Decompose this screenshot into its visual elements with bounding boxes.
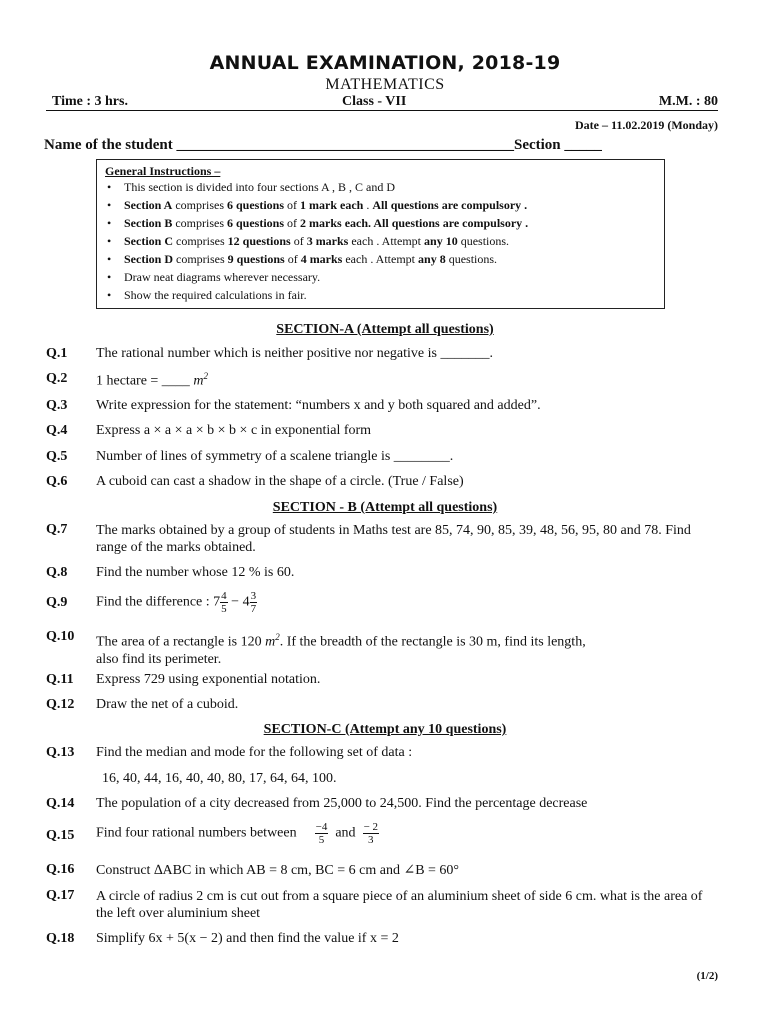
question-text: Express 729 using exponential notation. — [96, 672, 321, 687]
question-text: Number of lines of symmetry of a scalene triangle is ________. — [96, 449, 454, 464]
student-name-line: Name of the student _____________________________________________Section _____ — [44, 137, 602, 153]
question-number: Q.10 — [46, 629, 75, 644]
question-number: Q.9 — [46, 595, 68, 610]
question-number: Q.14 — [46, 796, 75, 811]
question-text: Simplify 6x + 5(x − 2) and then find the value if x = 2 — [96, 931, 399, 946]
general-instructions-box — [96, 159, 665, 309]
question-text: The population of a city decreased from 25,000 to 24,500. Find the percentage decrease — [96, 796, 588, 811]
question-number: Q.7 — [46, 522, 68, 537]
question-number: Q.17 — [46, 888, 75, 903]
question-text: Write expression for the statement: “numbers x and y both squared and added”. — [96, 398, 541, 413]
header-divider — [46, 110, 718, 111]
question-text: 1 hectare = ____ $m^2$ — [96, 371, 208, 389]
max-marks-label: M.M. : 80 — [658, 94, 718, 109]
question-text: Find the difference : 7 $\frac{4}{5}$ − 4 $\frac{3}{7}$ — [96, 590, 257, 615]
subject-title: MATHEMATICS — [325, 76, 445, 93]
instruction-item: • Show the required calculations in fair. — [105, 286, 656, 304]
question-number: Q.6 — [46, 474, 68, 489]
question-number: Q.2 — [46, 371, 68, 386]
question-text: Find the number whose 12 % is 60. — [96, 565, 295, 580]
instruction-item: • Section B comprises 6 questions of 2 marks each. All questions are compulsory . — [105, 214, 656, 232]
instruction-item: • Section C comprises 12 questions of 3 marks each . Attempt any 10 questions. — [105, 232, 656, 250]
question-text: A cuboid can cast a shadow in the shape of a circle. (True / False) — [96, 474, 464, 489]
question-text: Find four rational numbers between $\frac{-4}{5}$ and $\frac{- 2}{3}$ — [96, 821, 379, 846]
time-label: Time : 3 hrs. — [52, 94, 128, 109]
instruction-item: • Section D comprises 9 questions of 4 marks each . Attempt any 8 questions. — [105, 250, 656, 268]
question-number: Q.5 — [46, 449, 68, 464]
question-number: Q.11 — [46, 672, 74, 687]
question-text: Draw the net of a cuboid. — [96, 697, 239, 712]
section-c-heading: SECTION-C (Attempt any 10 questions) — [263, 722, 507, 737]
fraction: $\frac{3}{7}$ — [250, 590, 257, 615]
question-number: Q.12 — [46, 697, 75, 712]
section-b-heading: SECTION - B (Attempt all questions) — [272, 500, 498, 515]
question-text: Construct ∆ABC in which AB = 8 cm, BC = 6 cm and ∠B = 60° — [96, 863, 460, 878]
question-number: Q.1 — [46, 346, 68, 361]
fraction: $\frac{-4}{5}$ — [315, 821, 328, 846]
question-text: A circle of radius 2 cm is cut out from a square piece of an aluminium sheet of side 6 cm. what is the area of the left over aluminium sheet — [96, 889, 703, 921]
question-data: 16, 40, 44, 16, 40, 40, 80, 17, 64, 64, 100. — [102, 771, 337, 786]
instructions-list — [105, 178, 656, 304]
instruction-item: • This section is divided into four sections A , B , C and D — [105, 178, 656, 196]
instruction-item: • Draw neat diagrams wherever necessary. — [105, 268, 656, 286]
exam-date: Date – 11.02.2019 (Monday) — [575, 118, 718, 132]
fraction: $\frac{4}{5}$ — [221, 590, 227, 615]
section-a-heading: SECTION-A (Attempt all questions) — [276, 322, 494, 337]
class-label: Class - VII — [342, 94, 407, 109]
question-number: Q.3 — [46, 398, 68, 413]
page-number: (1/2) — [696, 970, 718, 982]
question-text: Find the median and mode for the following set of data : — [96, 745, 413, 760]
question-text: The marks obtained by a group of students in Maths test are 85, 74, 90, 85, 39, 48, 56, 95, 80 and 78. Find range of the marks obtained. — [96, 523, 691, 555]
question-number: Q.16 — [46, 862, 75, 877]
question-number: Q.4 — [46, 423, 68, 438]
question-number: Q.15 — [46, 828, 75, 843]
instructions-title: General Instructions – — [105, 164, 221, 178]
exam-title: ANNUAL EXAMINATION, 2018-19 — [209, 52, 561, 74]
question-number: Q.13 — [46, 745, 75, 760]
instruction-item: • Section A comprises 6 questions of 1 mark each . All questions are compulsory . — [105, 196, 656, 214]
question-text: The rational number which is neither positive nor negative is _______. — [96, 346, 493, 361]
question-text: The area of a rectangle is 120 $m^2$. If the breadth of the rectangle is 30 m, find its length, also find its perimeter. — [96, 632, 586, 667]
question-number: Q.18 — [46, 931, 75, 946]
question-number: Q.8 — [46, 565, 68, 580]
fraction: $\frac{- 2}{3}$ — [363, 821, 379, 846]
question-text: Express a × a × a × b × b × c in exponential form — [96, 423, 372, 438]
